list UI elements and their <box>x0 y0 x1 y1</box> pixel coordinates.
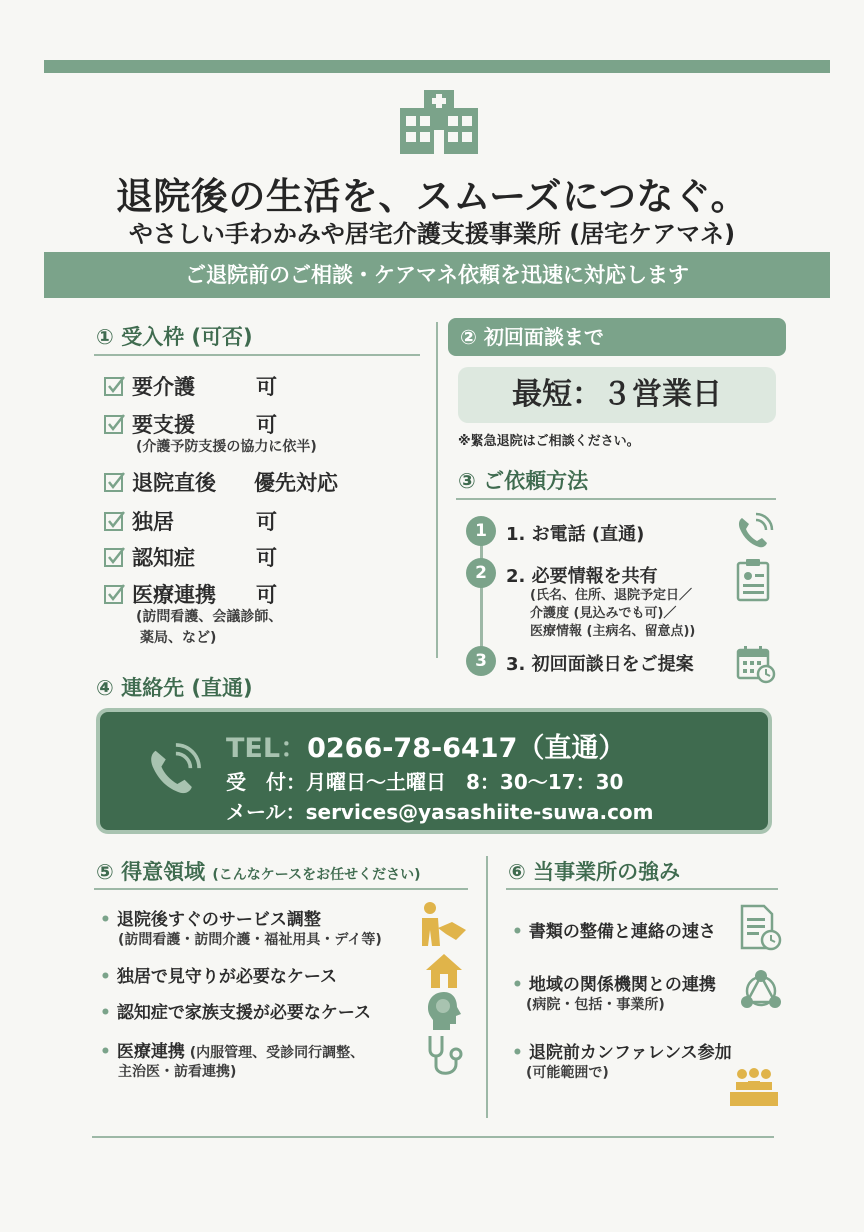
handshake-icon <box>418 900 468 948</box>
area-note: 主治医・訪看連携) <box>118 1064 237 1080</box>
accept-item-dokkyo <box>104 506 277 536</box>
section1-title: ① 受入枠 (可否) <box>96 325 253 349</box>
urgent-note: ※緊急退院はご相談ください。 <box>458 434 640 449</box>
brain-head-icon <box>426 990 464 1032</box>
accept-item-iryo <box>104 579 277 609</box>
section3-title: ③ ご依頼方法 <box>458 469 589 493</box>
top-bar <box>44 60 830 73</box>
accept-value: 可 <box>256 510 277 534</box>
step-note: 介護度 (見込みでも可)／ <box>530 606 677 621</box>
accept-label: 要支援 <box>132 413 195 437</box>
strength-item: • 退院前カンファレンス参加 <box>512 1043 732 1063</box>
strength-item: • 書類の整備と連絡の速さ <box>512 922 716 942</box>
hospital-icon <box>398 86 480 156</box>
strength-area-item: • 認知症で家族支援が必要なケース <box>100 1003 372 1023</box>
accept-note: 薬局、など) <box>140 630 217 646</box>
strength-text: 書類の整備と連絡の速さ <box>528 922 716 942</box>
area-note: (訪問看護・訪問介護・福祉用具・デイ等) <box>118 932 382 948</box>
strength-note: (病院・包括・事業所) <box>526 997 665 1013</box>
calendar-icon <box>736 644 776 684</box>
tel-label: TEL： <box>226 733 308 764</box>
strength-item: • 地域の関係機関との連携 <box>512 975 716 995</box>
area-text-small: (内服管理、受診同行調整、 <box>184 1045 365 1061</box>
banner: ご退院前のご相談・ケアマネ依頼を迅速に対応します <box>44 252 830 298</box>
accept-label: 独居 <box>132 510 174 534</box>
section2-title: ② 初回面談まで <box>448 318 786 356</box>
strength-area-item: • 退院後すぐのサービス調整 <box>100 910 321 930</box>
page-subtitle: やさしい手わかみや居宅介護支援事業所 (居宅ケアマネ) <box>128 220 736 248</box>
section5-title-small: (こんなケースをお任せください) <box>212 867 421 883</box>
contact-box <box>96 708 772 834</box>
step-text: 2. 必要情報を共有 <box>506 566 658 587</box>
step-number: 2 <box>466 558 496 588</box>
accept-label: 要介護 <box>132 375 195 399</box>
section5-title-main: ⑤ 得意領域 <box>96 860 206 884</box>
accept-note: (介護予防支援の協力に依半) <box>136 439 317 455</box>
check-icon <box>104 375 126 397</box>
accept-value: 可 <box>256 583 277 607</box>
hours-line: 受 付：月曜日～土曜日 8：30～17：30 <box>226 770 624 794</box>
section3-rule <box>456 498 776 500</box>
phone-icon <box>734 512 774 552</box>
accept-note: (訪問看護、会議診師、 <box>136 609 283 625</box>
section1-rule <box>94 354 420 356</box>
area-text: 独居で見守りが必要なケース <box>116 967 338 987</box>
conference-icon <box>728 1068 780 1108</box>
strength-text: 地域の関係機関との連携 <box>528 975 716 995</box>
phone-icon <box>144 742 202 800</box>
accept-item-taiin <box>104 467 338 497</box>
step-text: 3. 初回面談日をご提案 <box>506 654 694 675</box>
strength-area-item: • 独居で見守りが必要なケース <box>100 967 338 987</box>
step-note: 医療情報 (主病名、留意点)) <box>530 624 696 639</box>
tel-number[interactable]: 0266-78-6417（直通） <box>307 733 626 764</box>
section6-rule <box>506 888 778 890</box>
section5-rule <box>94 888 468 890</box>
step-number: 1 <box>466 516 496 546</box>
check-icon <box>104 583 126 605</box>
accept-item-ninchi <box>104 542 277 572</box>
strength-text: 退院前カンファレンス参加 <box>528 1043 732 1063</box>
shortest-days: 最短：３営業日 <box>458 367 776 423</box>
step-connector <box>480 530 483 660</box>
section6-title: ⑥ 当事業所の強み <box>508 860 681 884</box>
check-icon <box>104 546 126 568</box>
accept-label: 医療連携 <box>132 583 216 607</box>
accept-value: 可 <box>256 546 277 570</box>
section4-title: ④ 連絡先 (直通) <box>96 676 253 700</box>
accept-value: 可 <box>256 413 277 437</box>
accept-label: 退院直後 <box>132 471 216 495</box>
clipboard-icon <box>736 558 770 602</box>
area-text: 退院後すぐのサービス調整 <box>116 910 321 930</box>
network-icon <box>738 968 784 1014</box>
check-icon <box>104 510 126 532</box>
accept-value: 可 <box>256 375 277 399</box>
accept-item-kaigo <box>104 371 277 401</box>
check-icon <box>104 413 126 435</box>
document-speed-icon <box>740 904 782 952</box>
divider-vertical-top <box>436 322 438 658</box>
step-note: (氏名、住所、退院予定日／ <box>530 588 692 603</box>
house-icon <box>424 952 464 990</box>
bottom-rule <box>92 1136 774 1138</box>
stethoscope-icon <box>424 1034 466 1080</box>
tel-line <box>226 726 625 765</box>
section5-title <box>96 856 421 886</box>
strength-note: (可能範囲で) <box>526 1065 609 1081</box>
accept-item-shien <box>104 409 277 439</box>
strength-area-item: • 医療連携 (内服管理、受診同行調整、 <box>100 1042 365 1062</box>
divider-vertical-bottom <box>486 856 488 1118</box>
step-text: 1. お電話 (直通) <box>506 524 645 545</box>
check-icon <box>104 471 126 493</box>
page-title: 退院後の生活を、スムーズにつなぐ。 <box>115 175 749 218</box>
accept-label: 認知症 <box>132 546 195 570</box>
area-text: 医療連携 <box>116 1042 185 1062</box>
accept-value: 優先対応 <box>254 471 338 495</box>
step-number: 3 <box>466 646 496 676</box>
mail-line[interactable]: メール：services@yasashiite-suwa.com <box>226 800 654 824</box>
area-text: 認知症で家族支援が必要なケース <box>116 1003 372 1023</box>
